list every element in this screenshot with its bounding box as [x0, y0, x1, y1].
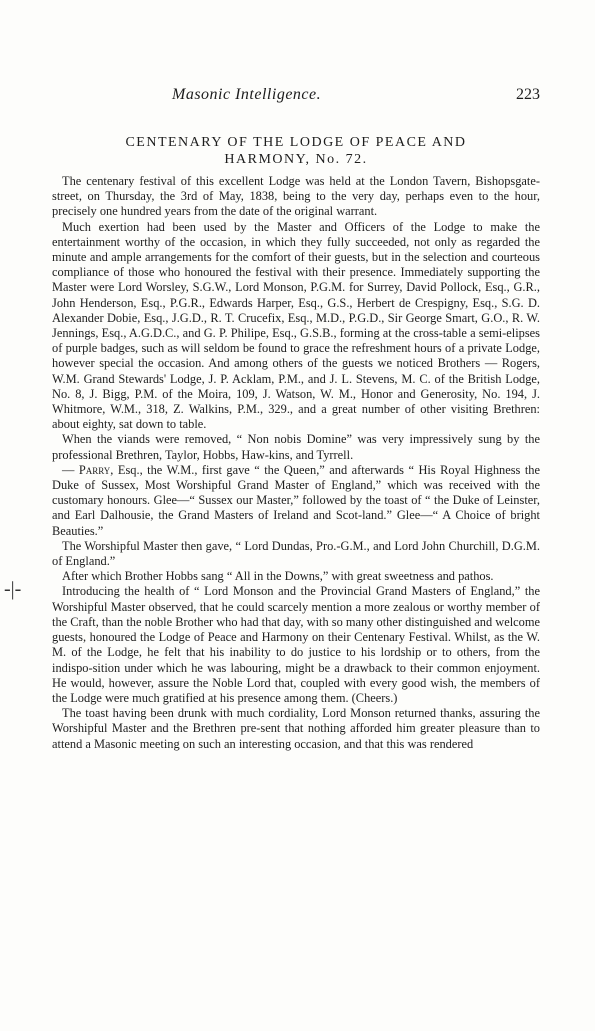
paragraph-3: When the viands were removed, “ Non nobis Domine” was very impressively sung by the professional Brethren, Taylor, Hobbs, Haw-kins, and Tyrrell. [52, 432, 540, 462]
speaker-name: Parry [78, 462, 111, 477]
paragraph-1: The centenary festival of this excellent Lodge was held at the London Tavern, Bishopsgate-street, on Thursday, the 3rd of May, 1838, being to the very day, perhaps even to the hour, precisely one hundred years from the date of the original warrant. [52, 174, 540, 219]
paragraph-8: The toast having been drunk with much cordiality, Lord Monson returned thanks, assuring the Worshipful Master and the Brethren pre-sent that nothing afforded him greater pleasure than to attend a Masonic meeting on such an interesting occasion, and that this was rendered [52, 706, 540, 751]
running-head-title: Masonic Intelligence. [172, 86, 322, 103]
paragraph-6: After which Brother Hobbs sang “ All in the Downs,” with great sweetness and pathos. [62, 569, 494, 584]
article-body [52, 174, 540, 752]
paragraph-4: — Parry, Esq., the W.M., first gave “ the Queen,” and afterwards “ His Royal Highness the Duke of Sussex, Most Worshipful Grand Master of England,” which was received with the customary honours. Glee—“ Sussex our Master,” followed by the toast of “ the Duke of Leinster, and Earl Dalhousie, the Grand Masters of Ireland and Scot-land.” Glee—“ A Choice of bright Beauties.” [52, 462, 540, 538]
heading-line-2: HARMONY, No. 72. [224, 152, 368, 167]
margin-mark: -|- [4, 578, 22, 600]
paragraph-7: Introducing the health of “ Lord Monson and the Provincial Grand Masters of England,” the Worshipful Master observed, that he could scarcely mention a more zealous or worthy member of the Craft, than the noble Brother who had that day, with so many other distinguished and welcome guests, honoured the Lodge of Peace and Harmony on their Centenary Festival. Whilst, as the W. M. of the Lodge, he felt that his inability to do justice to his lordship or to others, from the indispo-sition under which he was labouring, might be a drawback to their common enjoyment. He would, however, assure the Noble Lord that, coupled with every good wish, the members of the Lodge were much gratified at his presence among them. (Cheers.) [52, 584, 540, 705]
page-number: 223 [516, 86, 540, 103]
paragraph-2: Much exertion had been used by the Master and Officers of the Lodge to make the entertainment worthy of the occasion, in which they fully succeeded, not only as regarded the minute and ample arrangements for the comfort of their guests, but in the selection and courteous compliance of those who honoured the festival with their presence. Immediately supporting the Master were Lord Worsley, S.G.W., Lord Monson, P.G.M. for Surrey, David Pollock, Esq., G.R., John Henderson, Esq., P.G.R., Edwards Harper, Esq., G.S., Herbert de Crespigny, Esq., S.G. D. Alexander Dobie, Esq., J.G.D., R. T. Crucefix, Esq., M.D., P.G.D., Sir George Smart, G.O., R. W. Jennings, Esq., A.G.D.C., and G. P. Philipe, Esq., G.S.B., forming at the cross-table a semi-elipses of purple badges, such as will seldom be found to grace the refreshment hours of a private Lodge, however special the occasion. And among others of the guests we noticed Brothers — Rogers, W.M. Grand Stewards' Lodge, J. P. Acklam, P.M., and J. L. Stevens, M. C. of the British Lodge, No. 8, J. Bigg, P.M. of the Moira, 109, J. Watson, W. M., Honor and Generosity, No. 194, J. Whitmore, W.M., 318, Z. Walkins, P.M., 329., and a great number of other visiting Brethren: about eighty, sat down to table. [52, 219, 540, 432]
paragraph-4-text: , Esq., the W.M., first gave “ the Queen,” and afterwards “ His Royal Highness the Duke of Sussex, Most Worshipful Grand Master of England,” which was received with the customary honours. Glee—“ Sussex our Master,” followed by the toast of “ the Duke of Leinster, and Earl Dalhousie, the Grand Masters of Ireland and Scot-land.” Glee—“ A Choice of bright Beauties.” [52, 462, 540, 538]
heading-line-1: CENTENARY OF THE LODGE OF PEACE AND [125, 135, 467, 150]
paragraph-5: The Worshipful Master then gave, “ Lord Dundas, Pro.-G.M., and Lord John Churchill, D.G.M. of England.” [52, 538, 540, 569]
running-head [52, 84, 540, 106]
article-heading [52, 134, 540, 168]
page [52, 84, 540, 752]
